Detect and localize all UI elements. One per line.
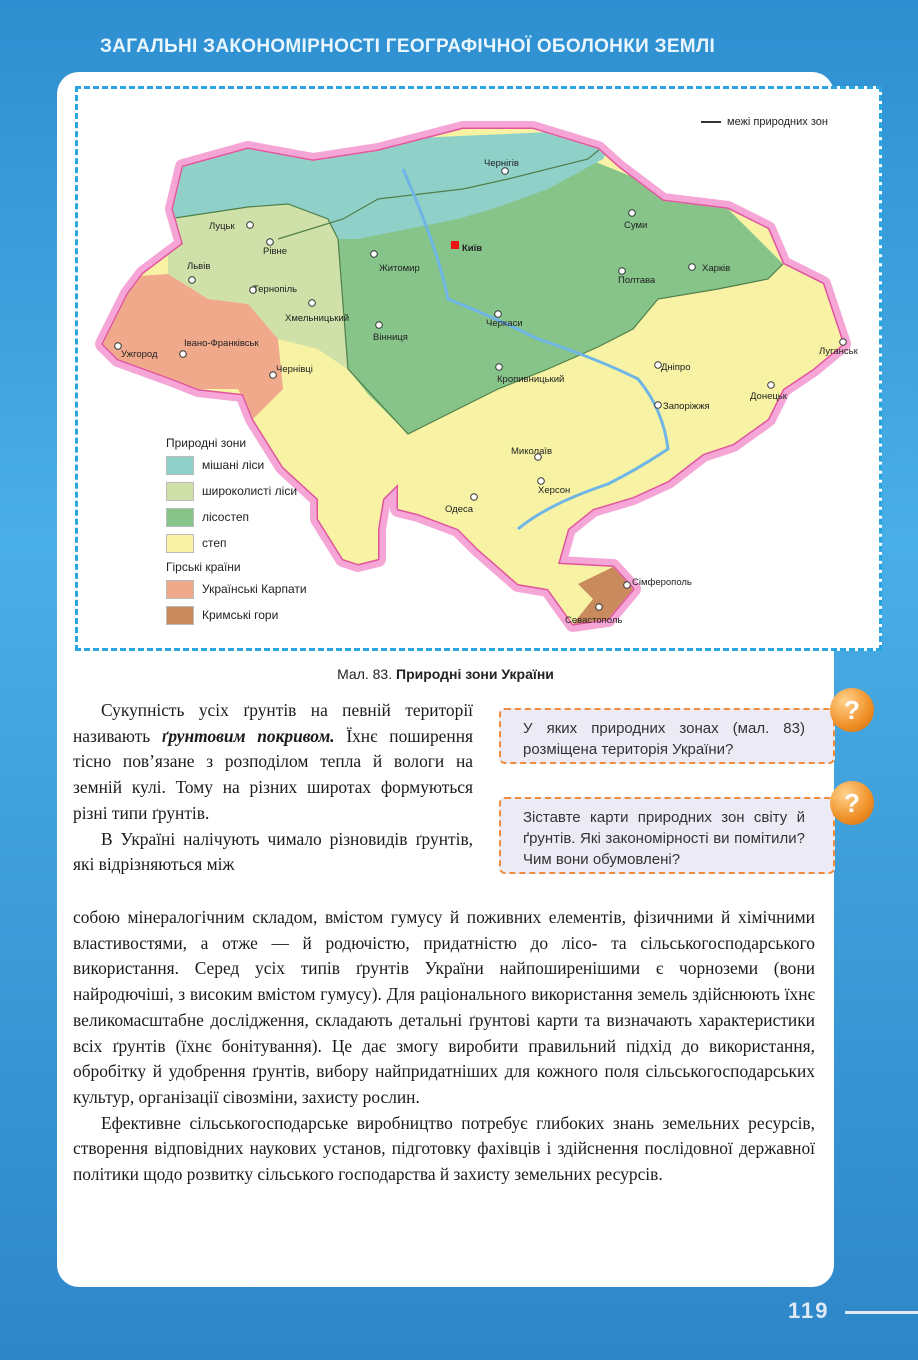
legend-swatch (166, 482, 194, 501)
text-span: Їхнє поширення тісно пов’язане з розподілом тепла й вологи на земній кулі. Тому на різних широтах формуються різні типи ґрунтів. (73, 725, 473, 823)
legend-label: степ (202, 536, 227, 550)
legend-item (166, 456, 307, 474)
legend-item (166, 606, 307, 624)
city-label: Суми (624, 220, 648, 231)
city-label: Житомир (379, 263, 420, 274)
city-label: Луцьк (209, 221, 235, 232)
paragraph-2-rest: собою мінералогічним складом, вмістом гумусу й поживних елементів, фізичними й хімічними властивостями, а отже — й родючістю, придатністю до лісо- та сільськогосподарського використання. Серед усіх типів ґрунтів України найпоширенішими є чорноземи (вони найродючіші, з високим вмістом гумусу). Для раціонального використання земель здійснюють їхнє великомасштабне дослідження, складають детальні ґрунтові карти та визначають характеристики всіх ґрунтів (їхнє бонітування). Це дає змогу виробити правильний підхід до використання, обробітку й удобрення ґрунтів, вибору найпридатніших для кожного поля сільськогосподарських культур, організації сівозміни, захисту рослин. (73, 907, 815, 1107)
map-figure (75, 86, 882, 651)
city-label: Дніпро (661, 362, 691, 373)
city-label: Рівне (263, 246, 288, 257)
city-label: Херсон (538, 485, 571, 496)
boundary-line-icon (701, 121, 721, 123)
legend-zones-heading: Природні зони (166, 436, 247, 450)
legend-swatch (166, 580, 194, 599)
page-sheet (57, 72, 860, 1287)
question-icon: ? (830, 781, 874, 825)
legend-label: мішані ліси (202, 458, 265, 472)
question-text: Зіставте карти природних зон світу й ґрунтів. Які закономірності ви помітили? Чим вони обумовлені? (523, 809, 805, 868)
text-span: Сукупність усіх ґрунтів на певній території називають (73, 700, 473, 746)
legend-swatch (166, 508, 194, 527)
legend-label: лісостеп (202, 510, 250, 524)
legend-swatch (166, 534, 194, 553)
city-label: Тернопіль (253, 284, 298, 295)
chapter-title: ЗАГАЛЬНІ ЗАКОНОМІРНОСТІ ГЕОГРАФІЧНОЇ ОБОЛОНКИ ЗЕМЛІ (100, 36, 716, 57)
figure-caption (57, 666, 834, 682)
caption-title: Природні зони України (396, 666, 554, 682)
legend-item (166, 482, 307, 500)
legend-label: Кримські гори (202, 608, 279, 622)
boundary-legend (701, 116, 828, 128)
legend-item (166, 508, 307, 526)
capital-marker (451, 241, 459, 249)
city-label: Сімферополь (632, 577, 692, 588)
city-label: Черкаси (486, 318, 523, 329)
city-label: Ужгород (121, 349, 158, 360)
caption-number: Мал. 83. (337, 666, 396, 682)
paragraph-3: Ефективне сільськогосподарське виробництво потребує глибоких знань земельних ресурсів, створення відповідних наукових установ, підготовку фахівців і здійснення послідовної державної політики щодо розвитку сільського господарства й захисту земельних ресурсів. (73, 1112, 815, 1185)
legend-mountains-heading: Гірські країни (166, 560, 241, 574)
paragraph-2-start: В Україні налічують чимало різновидів ґрунтів, які відрізняються між (73, 828, 473, 875)
question-icon: ? (830, 688, 874, 732)
page-number-rule (845, 1311, 918, 1314)
city-label: Миколаїв (511, 446, 553, 457)
city-label: Львів (187, 261, 211, 272)
city-label: Полтава (618, 275, 656, 286)
city-label: Хмельницький (285, 313, 350, 324)
question-box (499, 797, 835, 874)
boundary-legend-label: межі природних зон (727, 116, 828, 128)
legend-swatch (166, 606, 194, 625)
paragraph-2-continued (73, 905, 815, 1188)
question-text: У яких природних зонах (мал. 83) розміщена територія України? (523, 720, 805, 758)
city-label: Запоріжжя (663, 401, 710, 412)
legend-item (166, 534, 307, 552)
city-label: Севастополь (565, 615, 623, 626)
legend-swatch (166, 456, 194, 475)
city-label: Луганськ (819, 346, 858, 357)
city-label: Донецьк (750, 391, 787, 402)
key-term: ґрунтовим покривом. (161, 725, 335, 746)
question-box (499, 708, 835, 764)
legend-item (166, 580, 307, 598)
city-label: Кропивницький (497, 374, 565, 385)
city-label: Вінниця (373, 332, 408, 343)
legend-label: широколисті ліси (202, 484, 298, 498)
paragraph-1 (73, 698, 473, 878)
city-label: Івано-Франківськ (184, 338, 259, 349)
city-label: Чернівці (276, 364, 313, 375)
legend-label: Українські Карпати (202, 582, 307, 596)
capital-label: Київ (462, 243, 483, 254)
city-label: Харків (702, 263, 731, 274)
page-number: 119 (788, 1298, 830, 1323)
map-legend (166, 432, 307, 632)
city-label: Чернігів (484, 158, 519, 169)
city-label: Одеса (445, 504, 474, 515)
